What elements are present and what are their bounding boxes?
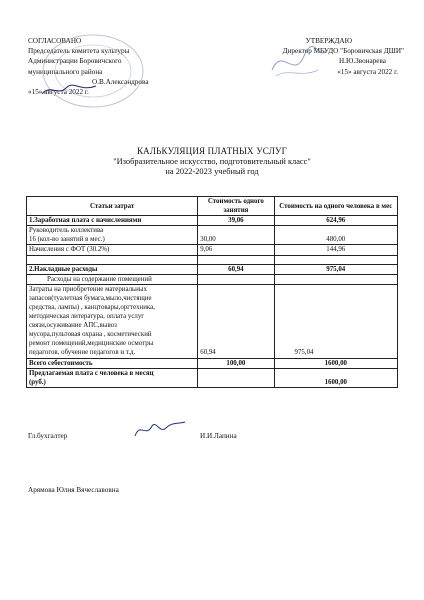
total-per-month: 1600,00 [274, 358, 397, 368]
document-title [0, 146, 424, 178]
header-per-lesson: Стоимость одного занятия [198, 197, 274, 216]
approval-left-heading: СОГЛАСОВАНО [28, 37, 82, 45]
head-label-line2: 16 (кол-во занятий в мес.) [29, 236, 105, 244]
header-cost-items: Статьи затрат [27, 197, 198, 216]
materials-line: связи,осуживание АПС,вывоз [29, 322, 117, 330]
materials-label [27, 284, 198, 358]
title-line1: КАЛЬКУЛЯЦИЯ ПЛАТНЫХ УСЛУГ [136, 146, 288, 156]
head-per-lesson: 30,00 [198, 226, 274, 245]
fot-label: Начисления с ФОТ (30.2%) [27, 245, 198, 255]
title-line2: "Изобразительное искусство, подготовительный класс" [113, 156, 311, 166]
table-row-head [27, 226, 398, 245]
materials-line: педагогов, обучение педагогов и т.д. [29, 349, 136, 357]
total-per-lesson: 100,00 [198, 358, 274, 368]
table-row-fot [27, 245, 398, 255]
total-label: Всего себестоимость [27, 358, 198, 368]
overhead-per-lesson: 60,94 [198, 264, 274, 274]
head-label [27, 226, 198, 245]
left-signature-image [40, 80, 100, 98]
approval-left-line2: Администрации Боровичского [28, 57, 122, 66]
overhead-label: 2.Накладные расходы [27, 264, 198, 274]
approval-right-heading: УТВЕРЖДАЮ [305, 37, 352, 45]
title-line3: на 2022-2023 учебный год [165, 167, 259, 176]
salary-label: 1.Заработная плата с начислениями [27, 216, 198, 226]
materials-line: запасов(туалетная бумага,мыло,чистящие [29, 294, 152, 302]
salary-per-lesson: 39,06 [198, 216, 274, 226]
materials-line: мусора,пультовая охрана , косметический [29, 331, 152, 339]
right-stamp-image [268, 40, 328, 84]
approval-left-signer: О.В.Александрова [92, 77, 149, 86]
approval-right-line1: Директор МБУДО "Боровичская ДШИ" [282, 47, 404, 56]
approval-left-line1: Председатель комитета культуры [28, 47, 130, 56]
approval-right-signer: Н.Ю.Звонарева [338, 57, 386, 66]
materials-line: методическая литература, оплата услуг [29, 313, 145, 321]
maintenance-label: Расходы на содержание помещений [27, 274, 198, 284]
approval-left-line3: муниципального района [28, 67, 103, 76]
fot-per-lesson: 9,06 [198, 245, 274, 255]
document-author: Арямова Юлия Вячеславовна [28, 486, 119, 494]
salary-per-month: 624,96 [274, 216, 397, 226]
accountant-role: Гл.бухгалтер [28, 432, 68, 440]
approval-left-date: «15» августа 2022 г. [28, 88, 89, 97]
offered-label-line2: (руб.) [29, 378, 46, 386]
approval-right-date: «15» августа 2022 г. [337, 67, 398, 76]
table-header-row [27, 197, 398, 216]
table-row-offered [27, 368, 398, 387]
table-row-maintenance [27, 274, 398, 284]
materials-per-lesson: 60,94 [198, 284, 274, 358]
table-row-overhead [27, 264, 398, 274]
left-stamp-image [38, 30, 148, 112]
materials-line: средства, лампы) , канцтовары,оргтехника, [29, 303, 155, 311]
accountant-name: И.И.Лапина [200, 432, 237, 440]
materials-per-month: 975,04 [274, 284, 397, 358]
head-per-month: 480,00 [274, 226, 397, 245]
offered-per-month: 1600,00 [274, 368, 397, 387]
fot-per-month: 144,96 [274, 245, 397, 255]
accountant-signature-image [132, 418, 188, 442]
offered-label [27, 368, 198, 387]
offered-label-line1: Предлагаемая плата с человека в месяц [29, 369, 154, 377]
materials-line: Затраты на приобретение материальных [29, 285, 147, 293]
table-row-salary [27, 216, 398, 226]
table-row-spacer [27, 255, 398, 264]
header-per-person-month: Стоимость на одного человека в мес [274, 197, 397, 216]
materials-line: ремонт помещений,медицинские осмотры [29, 340, 154, 348]
cost-table [26, 196, 398, 388]
table-row-total [27, 358, 398, 368]
table-row-materials [27, 284, 398, 358]
head-label-line1: Руководитель коллектива [29, 227, 104, 235]
overhead-per-month: 975,04 [274, 264, 397, 274]
